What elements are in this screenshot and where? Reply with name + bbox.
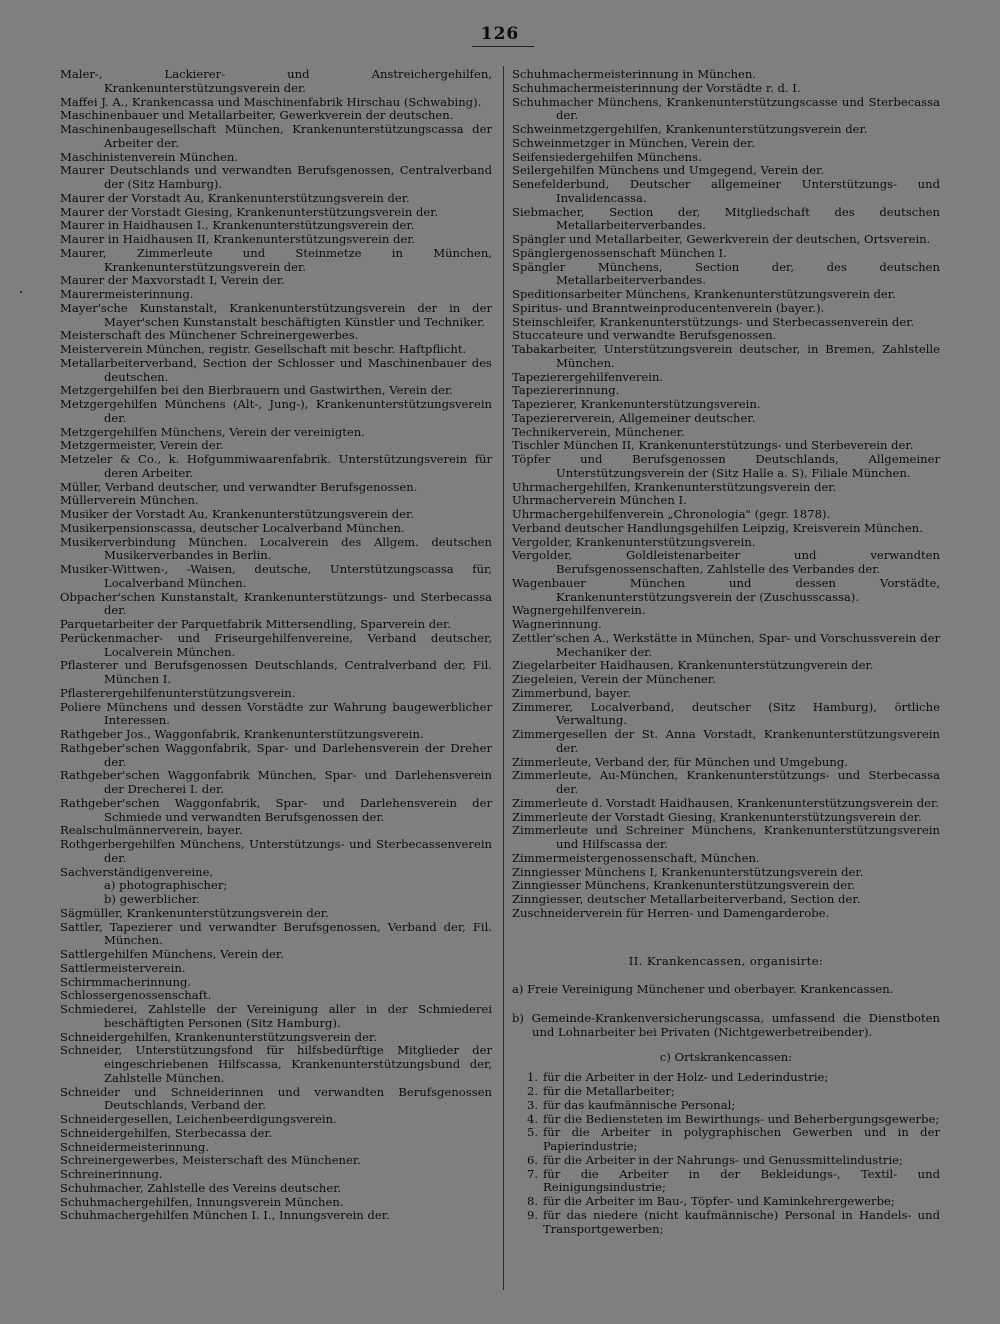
directory-entry: Schweinmetzger in München, Verein der. — [512, 135, 755, 150]
directory-entry: Metallarbeiterverband, Section der Schlosser und Maschinenbauer des deutschen. — [60, 355, 492, 384]
column-divider — [503, 66, 504, 1290]
directory-entry: Maurer Deutschlands und verwandten Berufsgenossen, Centralverband der (Sitz Hamburg). — [60, 163, 492, 191]
directory-entry: Pflasterergehilfenunterstützungsverein. — [60, 685, 296, 700]
ortskrankencasse-item — [512, 1209, 940, 1237]
right-column — [512, 68, 940, 1236]
directory-entry: Speditionsarbeiter Münchens, Krankenunterstützungsverein der. — [512, 287, 896, 301]
directory-entry: Schweinmetzgergehilfen, Krankenunterstützungsverein der. — [512, 122, 868, 136]
directory-entry: Maurer, Zimmerleute und Steinmetze in München, Krankenunterstützungsverein der. — [60, 245, 492, 274]
directory-entry: Schmiederei, Zahlstelle der Vereinigung aller in der Schmiederei beschäftigten Personen (Sitz Hamburg). — [60, 1002, 492, 1030]
directory-entry: Schneider, Unterstützungsfond für hilfsbedürftige Mitglieder der eingeschriebenen Hilfscassa, Krankenunterstützungsbund der, Zahlstelle München. — [60, 1043, 492, 1085]
directory-entry: Schuhmachermeisterinnung der Vorstädte r. d. I. — [512, 80, 801, 95]
directory-entry: Maurer der Maxvorstadt I, Verein der. — [60, 273, 285, 288]
directory-entry: Spiritus- und Branntweinproducentenverein (bayer.). — [512, 300, 825, 315]
directory-entry: Zimmergesellen der St. Anna Vorstadt, Krankenunterstützungsverein der. — [512, 727, 940, 755]
directory-entry: Spängler und Metallarbeiter, Gewerkverein der deutschen, Ortsverein. — [512, 232, 931, 246]
directory-entry: Zinngiesser Münchens I, Krankenunterstützungsverein der. — [512, 864, 864, 879]
directory-entry: Tapezierer, Krankenunterstützungsverein. — [512, 397, 761, 411]
directory-entry: Sattler, Tapezierer und verwandter Berufsgenossen, Verband der, Fil. München. — [60, 919, 492, 948]
directory-entry: a) photographischer; — [104, 878, 228, 893]
item-number: 9. — [526, 1207, 538, 1222]
item-number: 4. — [526, 1111, 538, 1126]
ortskrankencasse-item — [512, 1154, 940, 1168]
directory-entry: Steinschleifer, Krankenunterstützungs- und Sterbecassenverein der. — [512, 314, 915, 329]
directory-entry: Poliere Münchens und dessen Vorstädte zur Wahrung baugewerblicher Interessen. — [60, 699, 492, 728]
directory-entry: Maschinenbaugesellschaft München, Krankenunterstützungscassa der Arbeiter der. — [60, 122, 492, 150]
directory-entry: Zimmerleute d. Vorstadt Haidhausen, Krankenunterstützungsverein der. — [512, 795, 939, 810]
directory-entry: Metzgergehilfen bei den Bierbrauern und Gastwirthen, Verein der. — [60, 383, 453, 398]
directory-entry: Obpacher'schen Kunstanstalt, Krankenunterstützungs- und Sterbecassa der. — [60, 589, 492, 618]
directory-entry: Realschulmännerverein, bayer. — [60, 823, 243, 838]
directory-entry: Zinngiesser Münchens, Krankenunterstützungsverein der. — [512, 878, 856, 893]
item-text: für die Bediensteten im Bewirthungs- und Beherbergungsgewerbe; — [543, 1111, 940, 1126]
scan-speck — [20, 291, 22, 293]
ortskrankencasse-item — [512, 1071, 940, 1085]
directory-entry: Zimmerleute der Vorstadt Giesing, Krankenunterstützungsverein der. — [512, 809, 922, 824]
directory-entry: Zinngiesser, deutscher Metallarbeiterverband, Section der. — [512, 892, 861, 906]
item-text: für die Arbeiter in der Nahrungs- und Genussmittelindustrie; — [543, 1152, 903, 1167]
directory-entry: b) gewerblicher. — [104, 892, 200, 906]
directory-entry: Zimmerleute, Verband der, für München und Umgebung. — [512, 754, 848, 769]
directory-entry: Senefelderbund, Deutscher allgemeiner Unterstützungs- und Invalidencassa. — [512, 177, 940, 205]
directory-entry: Rathgeber Jos., Waggonfabrik, Krankenunterstützungsverein. — [60, 727, 424, 741]
directory-entry: Tabakarbeiter, Unterstützungsverein deutscher, in Bremen, Zahlstelle München. — [512, 342, 940, 370]
directory-entry: Ziegeleien, Verein der Münchener. — [512, 672, 716, 686]
directory-entry: Schreinergewerbes, Meisterschaft des Münchener. — [60, 1153, 361, 1168]
directory-entry: Schuhmachermeisterinnung in München. — [512, 67, 757, 81]
ortskrankencasse-item — [512, 1085, 940, 1099]
item-number: 3. — [526, 1097, 538, 1112]
directory-entry: Maschinenbauer und Metallarbeiter, Gewerkverein der deutschen. — [60, 108, 454, 123]
left-column — [60, 68, 492, 1223]
directory-entry: Zimmerleute, Au-München, Krankenunterstützungs- und Sterbecassa der. — [512, 768, 940, 796]
item-text: für die Arbeiter in der Holz- und Lederindustrie; — [543, 1070, 829, 1085]
ortskrankencasse-item — [512, 1168, 940, 1196]
directory-entry: Musiker-Wittwen-, -Waisen, deutsche, Unterstützungscassa für, Localverband München. — [60, 562, 492, 590]
directory-entry: Parquetarbeiter der Parquetfabrik Mittersendling, Sparverein der. — [60, 617, 451, 631]
directory-entry: Mayer'sche Kunstanstalt, Krankenunterstützungsverein der in der Mayer'schen Kunstanstalt beschäftigten Künstler und Techniker. — [60, 300, 492, 329]
directory-entry: Rothgerbergehilfen Münchens, Unterstützungs- und Sterbecassenverein der. — [60, 837, 492, 865]
directory-entry: Musikerverbindung München. Localverein des Allgem. deutschen Musikerverbandes in Berlin. — [60, 534, 492, 563]
directory-entry: Schlossergenossenschaft. — [60, 988, 212, 1003]
ortskrankencasse-item — [512, 1195, 940, 1209]
directory-entry: Tapeziererverein, Allgemeiner deutscher. — [512, 410, 756, 425]
directory-entry: Maurer der Vorstadt Giesing, Krankenunterstützungsverein der. — [60, 204, 439, 219]
directory-entry: Maler-, Lackierer- und Anstreichergehilfen, Krankenunterstützungsverein der. — [60, 67, 492, 95]
directory-entry: Tischler München II, Krankenunterstützungs- und Sterbeverein der. — [512, 438, 914, 453]
directory-entry: Musiker der Vorstadt Au, Krankenunterstützungsverein der. — [60, 507, 414, 521]
directory-entry: Meisterschaft des Münchener Schreinergewerbes. — [60, 328, 359, 343]
directory-entry: Sattlermeisterverein. — [60, 960, 186, 975]
item-text: für die Arbeiter im Bau-, Töpfer- und Kaminkehrergewerbe; — [543, 1194, 895, 1208]
directory-entry: Spängler Münchens, Section der, des deutschen Metallarbeiterverbandes. — [512, 259, 940, 288]
item-text: für die Metallarbeiter; — [543, 1084, 675, 1098]
directory-entry: Seilergehilfen Münchens und Umgegend, Verein der. — [512, 163, 825, 178]
directory-entry: Sachverständigenvereine, — [60, 864, 214, 879]
right-column-entries — [512, 68, 940, 921]
directory-entry: Sattlergehilfen Münchens, Verein der. — [60, 947, 284, 961]
directory-entry: Metzgermeister, Verein der. — [60, 438, 224, 453]
directory-entry: Schuhmachergehilfen München I. I., Innungsverein der. — [60, 1208, 390, 1223]
directory-entry: Technikerverein, Münchener. — [512, 424, 685, 439]
item-number: 8. — [526, 1194, 538, 1208]
directory-entry: Müllerverein München. — [60, 493, 199, 508]
item-number: 1. — [526, 1070, 538, 1085]
directory-entry: Schneidergehilfen, Sterbecassa der. — [60, 1125, 273, 1140]
directory-entry: Schneidermeisterinnung. — [60, 1139, 210, 1154]
directory-entry: Metzeler & Co., k. Hofgummiwaarenfabrik. Unterstützungsverein für deren Arbeiter. — [60, 452, 492, 480]
directory-entry: Musikerpensionscassa, deutscher Localverband München. — [60, 520, 405, 535]
directory-entry: Pflasterer und Berufsgenossen Deutschlands, Centralverband der, Fil. München I. — [60, 658, 492, 686]
section-title: II. Krankencassen, organisirte: — [628, 953, 824, 968]
header-rule — [472, 46, 534, 47]
section-item-c-title: c) Ortskrankencassen: — [659, 1049, 793, 1064]
item-number: 7. — [526, 1166, 538, 1181]
directory-entry: Tapeziererinnung. — [512, 383, 620, 398]
section-item-a: a) Freie Vereinigung Münchener und oberbayer. Krankencassen. — [512, 982, 894, 997]
item-number: 6. — [526, 1152, 538, 1167]
directory-entry: Schneider und Schneiderinnen und verwandten Berufsgenossen Deutschlands, Verband der. — [60, 1084, 492, 1113]
item-text: für die Arbeiter in polygraphischen Gewerben und in der Papierindustrie; — [543, 1125, 940, 1153]
directory-entry: Siebmacher, Section der, Mitgliedschaft des deutschen Metallarbeiterverbandes. — [512, 204, 940, 233]
directory-entry: Sägmüller, Krankenunterstützungsverein der. — [60, 905, 329, 920]
directory-entry: Uhrmachergehilfenverein „Chronologia" (gegr. 1878). — [512, 507, 831, 521]
directory-entry: Schuhmachergehilfen, Innungsverein München. — [60, 1194, 344, 1209]
directory-entry: Schreinerinnung. — [60, 1167, 163, 1181]
ortskrankencasse-item — [512, 1126, 940, 1154]
directory-entry: Maschinistenverein München. — [60, 149, 238, 164]
directory-entry: Maffei J. A., Krankencassa und Maschinenfabrik Hirschau (Schwabing). — [60, 94, 482, 109]
directory-entry: Müller, Verband deutscher, und verwandter Berufsgenossen. — [60, 479, 418, 494]
ortskrankencasse-item — [512, 1113, 940, 1127]
directory-entry: Wagnergehilfenverein. — [512, 603, 646, 618]
directory-entry: Zimmerer, Localverband, deutscher (Sitz Hamburg), örtliche Verwaltung. — [512, 699, 940, 728]
section-item-b: b) Gemeinde-Krankenversicherungscassa, umfassend die Dienstboten und Lohnarbeiter bei Privaten (Nichtgewerbetreibender). — [512, 1011, 940, 1039]
directory-entry: Tapezierergehilfenverein. — [512, 369, 664, 384]
directory-entry: Zuschneiderverein für Herren- und Damengarderobe. — [512, 905, 830, 920]
directory-entry: Rathgeber'schen Waggonfabrik, Spar- und Darlehensverein der Schmiede und verwandten Berufsgenossen der. — [60, 795, 492, 824]
directory-entry: Seifensiedergehilfen Münchens. — [512, 149, 702, 164]
directory-entry: Töpfer und Berufsgenossen Deutschlands, Allgemeiner Unterstützungsverein der (Sitz Halle a. S), Filiale München. — [512, 452, 940, 480]
ortskrankencassen-list — [512, 1071, 940, 1236]
directory-entry: Perückenmacher- und Friseurgehilfenvereine, Verband deutscher, Localverein München. — [60, 630, 492, 659]
directory-entry: Schirmmacherinnung. — [60, 974, 192, 989]
directory-entry: Zettler'schen A., Werkstätte in München, Spar- und Vorschussverein der Mechaniker der. — [512, 630, 940, 659]
directory-entry: Zimmermeistergenossenschaft, München. — [512, 850, 760, 865]
directory-entry: Schneidergesellen, Leichenbeerdigungsverein. — [60, 1112, 337, 1126]
directory-entry: Vergolder, Krankenunterstützungsverein. — [512, 534, 756, 549]
directory-entry: Uhrmachergehilfen, Krankenunterstützungsverein der. — [512, 479, 837, 494]
ortskrankencasse-item — [512, 1099, 940, 1113]
item-text: für die Arbeiter in der Bekleidungs-, Textil- und Reinigungsindustrie; — [543, 1166, 940, 1195]
item-text: für das kaufmännische Personal; — [543, 1097, 736, 1112]
directory-entry: Zimmerbund, bayer. — [512, 685, 631, 700]
directory-entry: Maurermeisterinnung. — [60, 287, 194, 301]
directory-entry: Verband deutscher Handlungsgehilfen Leipzig, Kreisverein München. — [512, 520, 923, 535]
directory-entry: Spänglergenossenschaft München I. — [512, 245, 727, 260]
directory-entry: Rathgeber'schen Waggonfabrik München, Spar- und Darlehensverein der Drecherei I. der. — [60, 768, 492, 796]
directory-entry: Stuccateure und verwandte Berufsgenossen. — [512, 328, 777, 343]
directory-entry: Uhrmacherverein München I. — [512, 493, 687, 508]
directory-entry: Maurer in Haidhausen I., Krankenunterstützungsverein der. — [60, 218, 415, 233]
directory-entry: Maurer der Vorstadt Au, Krankenunterstützungsverein der. — [60, 190, 410, 205]
directory-entry: Vergolder, Goldleistenarbeiter und verwandten Berufsgenossenschaften, Zahlstelle des Verbandes der. — [512, 548, 940, 576]
directory-entry: Schneidergehilfen, Krankenunterstützungsverein der. — [60, 1029, 377, 1044]
directory-entry: Ziegelarbeiter Haidhausen, Krankenunterstützungverein der. — [512, 658, 874, 673]
item-number: 2. — [526, 1084, 538, 1098]
item-text: für das niedere (nicht kaufmännische) Personal in Handels- und Transportgewerben; — [543, 1207, 940, 1236]
directory-entry: Zimmerleute und Schreiner Münchens, Krankenunterstützungsverein und Hilfscassa der. — [512, 823, 940, 851]
directory-entry: Wagnerinnung. — [512, 617, 602, 631]
directory-entry: Schuhmacher, Zahlstelle des Vereins deutscher. — [60, 1180, 342, 1195]
directory-entry: Rathgeber'schen Waggonfabrik, Spar- und Darlehensverein der Dreher der. — [60, 740, 492, 769]
directory-entry: Wagenbauer München und dessen Vorstädte, Krankenunterstützungsverein der (Zuschusscassa). — [512, 575, 940, 604]
directory-entry: Maurer in Haidhausen II, Krankenunterstützungsverein der. — [60, 232, 416, 246]
directory-entry: Schuhmacher Münchens, Krankenunterstützungscasse und Sterbecassa der. — [512, 94, 940, 123]
directory-entry: Metzgergehilfen Münchens (Alt-, Jung-), Krankenunterstützungsverein der. — [60, 397, 492, 425]
page-number: 126 — [480, 24, 520, 44]
directory-entry: Metzgergehilfen Münchens, Verein der vereinigten. — [60, 424, 365, 439]
item-number: 5. — [526, 1125, 538, 1140]
directory-entry: Meisterverein München, registr. Gesellschaft mit beschr. Haftpflicht. — [60, 342, 467, 356]
